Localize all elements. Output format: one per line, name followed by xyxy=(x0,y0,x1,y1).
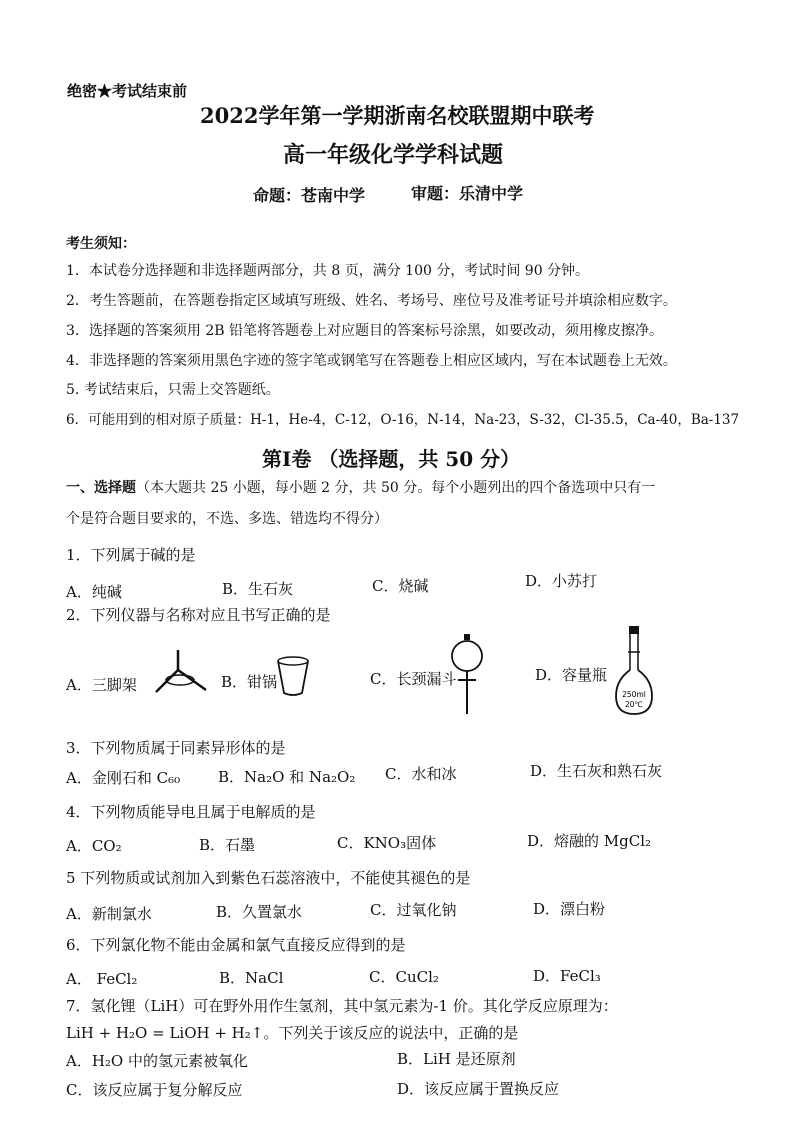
q3-option-a: A．金刚石和 C₆₀ xyxy=(66,769,181,787)
q2-option-d: D．容量瓶 xyxy=(535,666,608,684)
q7-option-d: D．该反应属于置换反应 xyxy=(397,1080,560,1098)
q3-option-c: C．水和冰 xyxy=(385,765,457,783)
q4-option-a: A．CO₂ xyxy=(66,837,122,855)
q2-option-a: A．三脚架 xyxy=(66,676,137,694)
q6-option-b: B．NaCl xyxy=(219,969,284,987)
q5-option-c: C．过氧化钠 xyxy=(370,901,457,919)
section-intro xyxy=(66,477,655,497)
notice-item: 3．选择题的答案须用 2B 铅笔将答题卷上对应题目的答案标号涂黑，如要改动，须用橡皮擦净。 xyxy=(66,323,664,339)
reviewer-label: 审题：乐清中学 xyxy=(411,184,524,203)
q2-stem: 2．下列仪器与名称对应且书写正确的是 xyxy=(66,606,331,624)
q1-stem: 1．下列属于碱的是 xyxy=(66,546,196,564)
q6-option-c: C．CuCl₂ xyxy=(369,968,439,986)
q6-option-a: A． FeCl₂ xyxy=(66,970,138,988)
exam-title: 2022学年第一学期浙南名校联盟期中联考 xyxy=(200,103,595,128)
q3-option-b: B．Na₂O 和 Na₂O₂ xyxy=(218,768,356,786)
notice-heading: 考生须知： xyxy=(66,236,136,252)
crucible-icon xyxy=(276,655,312,697)
q2-option-b: B．钳锅 xyxy=(221,673,278,691)
volumetric-flask-icon xyxy=(612,624,660,718)
q1-option-b: B．生石灰 xyxy=(222,580,294,598)
notice-item: 1．本试卷分选择题和非选择题两部分，共 8 页，满分 100 分，考试时间 90 分钟。 xyxy=(66,263,590,279)
q7-stem: 7．氢化锂（LiH）可在野外用作生氢剂，其中氢元素为-1 价。其化学反应原理为： xyxy=(66,997,618,1015)
notice-item: 5. 考试结束后，只需上交答题纸。 xyxy=(66,382,280,398)
q2-option-c: C．长颈漏斗 xyxy=(370,670,457,688)
q1-option-a: A．纯碱 xyxy=(66,583,122,601)
setter-label: 命题：苍南中学 xyxy=(253,186,366,205)
tripod-icon xyxy=(150,648,212,698)
notice-item: 2．考生答题前，在答题卷指定区域填写班级、姓名、考场号、座位号及准考证号并填涂相应数字。 xyxy=(66,293,677,309)
q6-stem: 6．下列氯化物不能由金属和氯气直接反应得到的是 xyxy=(66,936,406,954)
q5-option-b: B．久置氯水 xyxy=(216,903,303,921)
section-desc-2: 个是符合题目要求的，不选、多选、错选均不得分） xyxy=(66,511,388,527)
q3-option-d: D．生石灰和熟石灰 xyxy=(530,762,663,780)
notice-item: 4．非选择题的答案须用黑色字迹的签字笔或钢笔写在答题卷上相应区域内，写在本试题卷上无效。 xyxy=(66,353,677,369)
q5-stem: 5 下列物质或试剂加入到紫色石蕊溶液中，不能使其褪色的是 xyxy=(66,869,471,887)
q4-option-c: C．KNO₃固体 xyxy=(337,834,437,852)
q3-stem: 3．下列物质属于同素异形体的是 xyxy=(66,739,286,757)
separatory-funnel-icon xyxy=(448,632,488,718)
q7-option-b: B．LiH 是还原剂 xyxy=(397,1050,516,1068)
exam-subtitle: 高一年级化学学科试题 xyxy=(283,142,504,168)
part-title: 第Ⅰ卷 （选择题，共 50 分） xyxy=(262,447,521,471)
notice-item: 6．可能用到的相对原子质量：H-1，He-4，C-12，O-16，N-14，Na-23，S-32，Cl-35.5，Ca-40，Ba-137 xyxy=(66,412,740,428)
section-desc: （本大题共 25 小题，每小题 2 分，共 50 分。每个小题列出的四个备选项中只有一 xyxy=(136,480,656,496)
q7-option-a: A．H₂O 中的氢元素被氧化 xyxy=(66,1052,248,1070)
q4-stem: 4．下列物质能导电且属于电解质的是 xyxy=(66,803,316,821)
q5-option-a: A．新制氯水 xyxy=(66,905,152,923)
flask-volume-label: 250ml xyxy=(622,690,646,699)
q4-option-b: B．石墨 xyxy=(199,836,256,854)
q7-stem-2: LiH + H₂O = LiOH + H₂↑。下列关于该反应的说法中，正确的是 xyxy=(66,1024,519,1042)
q1-option-c: C．烧碱 xyxy=(372,577,429,595)
secret-label: 绝密★考试结束前 xyxy=(67,82,188,100)
q4-option-d: D．熔融的 MgCl₂ xyxy=(527,832,652,850)
flask-temp-label: 20℃ xyxy=(625,700,643,709)
section-label: 一、选择题 xyxy=(66,480,136,496)
q6-option-d: D．FeCl₃ xyxy=(533,967,601,985)
q5-option-d: D．漂白粉 xyxy=(533,900,606,918)
q1-option-d: D．小苏打 xyxy=(525,572,598,590)
q7-option-c: C．该反应属于复分解反应 xyxy=(66,1081,243,1099)
